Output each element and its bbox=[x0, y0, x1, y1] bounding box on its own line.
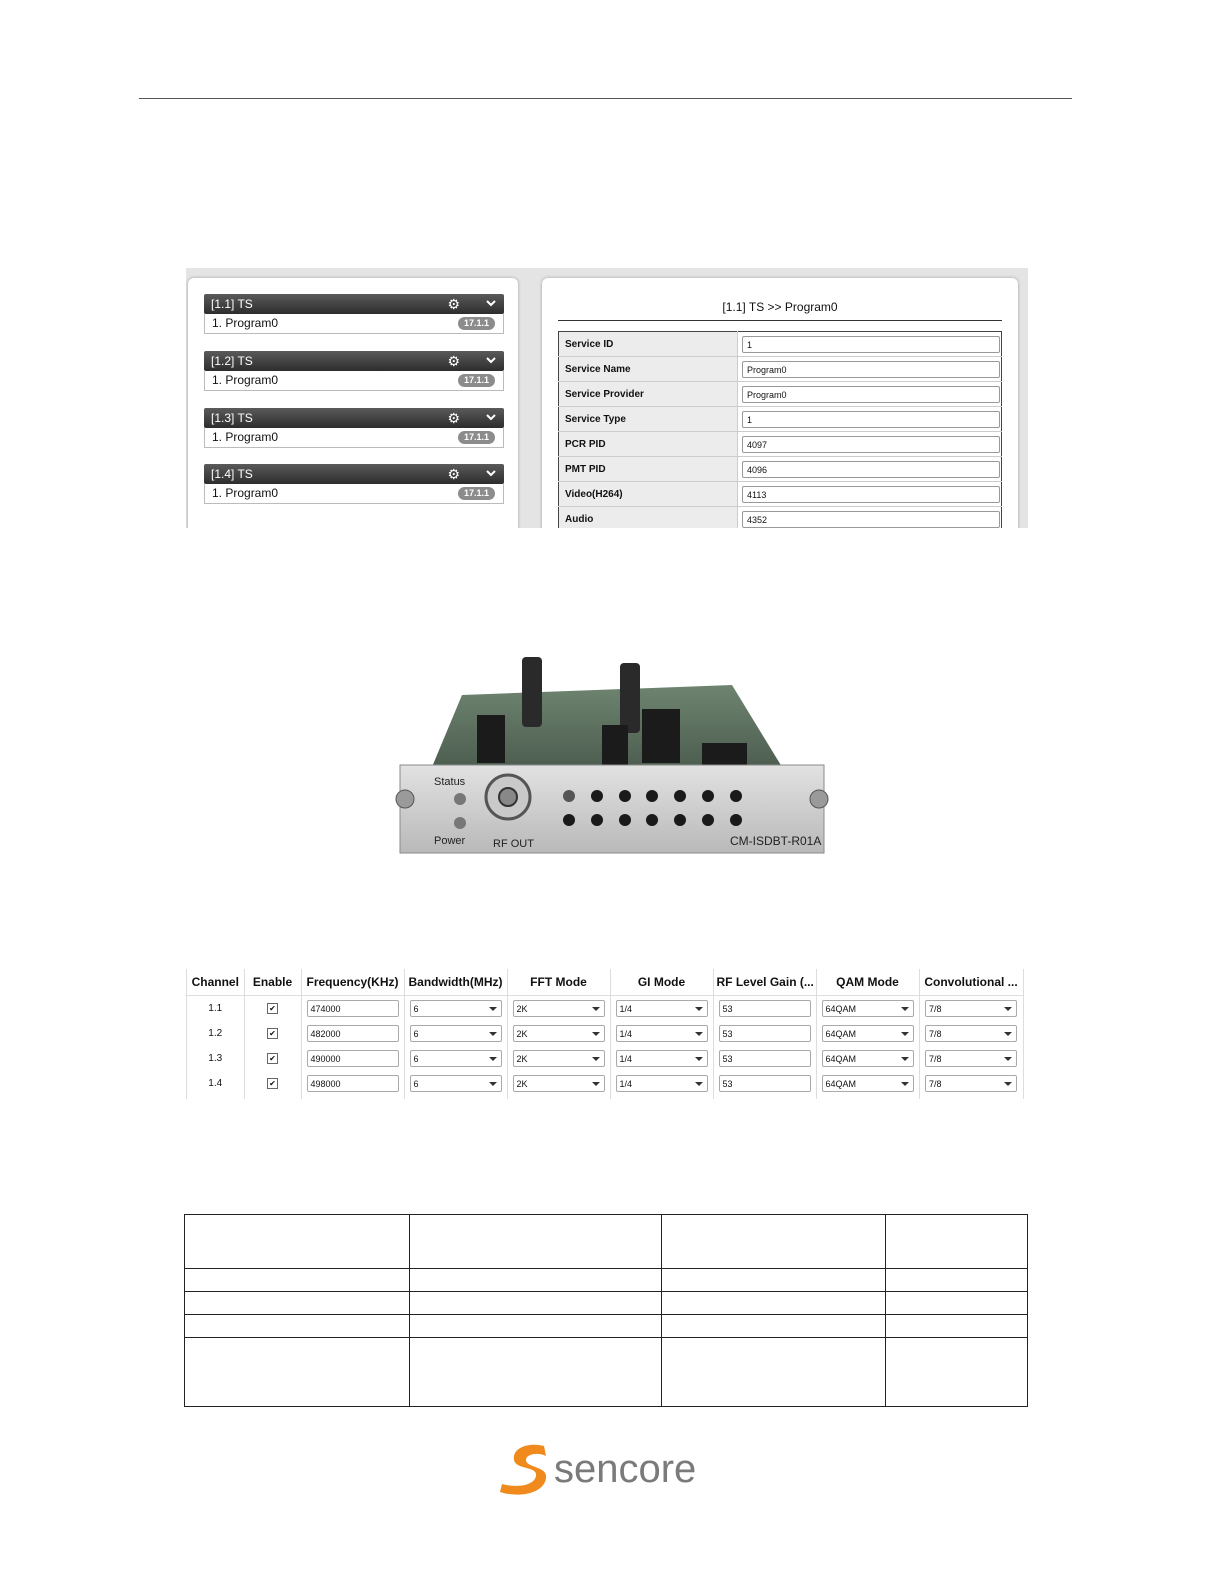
header-rule bbox=[139, 98, 1072, 99]
column-header[interactable]: Enable bbox=[244, 969, 301, 996]
channel-cell: 1.2 bbox=[187, 1021, 244, 1046]
table-header-row bbox=[187, 969, 1023, 996]
rf-out-label: RF OUT bbox=[493, 838, 534, 850]
column-header[interactable]: QAM Mode bbox=[816, 969, 919, 996]
fft-mode-select[interactable]: 2K bbox=[513, 1050, 605, 1067]
program-item[interactable] bbox=[204, 484, 504, 504]
column-header[interactable]: Frequency(KHz) bbox=[301, 969, 404, 996]
gear-icon[interactable]: ⚙ bbox=[447, 296, 460, 312]
channel-cell: 1.4 bbox=[187, 1071, 244, 1096]
program-detail-panel bbox=[542, 278, 1018, 528]
channel-cell: 1.1 bbox=[187, 996, 244, 1022]
enable-checkbox[interactable]: ✔ bbox=[267, 1078, 278, 1089]
bandwidth-select[interactable]: 6 bbox=[410, 1050, 502, 1067]
program-label: 1. Program0 bbox=[212, 430, 279, 444]
pmt-pid-input[interactable]: 4096 bbox=[742, 461, 1000, 478]
program-badge: 17.1.1 bbox=[458, 487, 495, 500]
frequency-input[interactable]: 498000 bbox=[307, 1075, 399, 1092]
program-item[interactable] bbox=[204, 314, 504, 334]
table-row-partial bbox=[187, 1096, 1023, 1099]
gear-icon[interactable]: ⚙ bbox=[447, 466, 460, 482]
gear-icon[interactable]: ⚙ bbox=[447, 353, 460, 369]
frequency-input[interactable]: 474000 bbox=[307, 1000, 399, 1017]
program-badge: 17.1.1 bbox=[458, 317, 495, 330]
gear-icon[interactable]: ⚙ bbox=[447, 410, 460, 426]
chevron-down-icon[interactable] bbox=[486, 468, 496, 478]
bandwidth-select[interactable]: 6 bbox=[410, 1075, 502, 1092]
qam-mode-select[interactable]: 64QAM bbox=[822, 1025, 914, 1042]
ts-title: [1.4] TS bbox=[211, 467, 253, 481]
logo-text: sencore bbox=[554, 1447, 697, 1491]
model-label: CM-ISDBT-R01A bbox=[730, 834, 822, 848]
field-row bbox=[559, 357, 1002, 382]
column-header[interactable]: Convolutional ... bbox=[919, 969, 1023, 996]
table-row bbox=[187, 1046, 1023, 1071]
audio-pid-input[interactable]: 4352 bbox=[742, 511, 1000, 528]
pcr-pid-input[interactable]: 4097 bbox=[742, 436, 1000, 453]
divider bbox=[558, 320, 1002, 321]
logo-s-mark bbox=[500, 1445, 546, 1495]
rf-level-input[interactable]: 53 bbox=[719, 1025, 811, 1042]
field-row bbox=[559, 482, 1002, 507]
program-badge: 17.1.1 bbox=[458, 431, 495, 444]
program-item[interactable] bbox=[204, 371, 504, 391]
spec-table bbox=[184, 1214, 1028, 1407]
table-row bbox=[187, 996, 1023, 1022]
program-detail-title: [1.1] TS >> Program0 bbox=[722, 300, 838, 314]
ts-title: [1.2] TS bbox=[211, 354, 253, 368]
rf-level-input[interactable]: 53 bbox=[719, 1050, 811, 1067]
ts-header[interactable] bbox=[204, 351, 504, 371]
field-row bbox=[559, 432, 1002, 457]
field-label: Video(H264) bbox=[559, 482, 738, 507]
field-row bbox=[559, 407, 1002, 432]
ts-list-panel bbox=[188, 278, 518, 528]
field-label: Service Provider bbox=[559, 382, 738, 407]
convolutional-select[interactable]: 7/8 bbox=[925, 1000, 1017, 1017]
program-label: 1. Program0 bbox=[212, 316, 279, 330]
chevron-down-icon[interactable] bbox=[486, 355, 496, 365]
rf-level-input[interactable]: 53 bbox=[719, 1000, 811, 1017]
spec-header-row bbox=[185, 1215, 1028, 1269]
gi-mode-select[interactable]: 1/4 bbox=[616, 1025, 708, 1042]
table-row bbox=[187, 1071, 1023, 1096]
ts-title: [1.3] TS bbox=[211, 411, 253, 425]
qam-mode-select[interactable]: 64QAM bbox=[822, 1050, 914, 1067]
ts-group[interactable] bbox=[204, 294, 504, 334]
ts-group[interactable] bbox=[204, 408, 504, 448]
field-row bbox=[559, 457, 1002, 482]
ts-header[interactable] bbox=[204, 408, 504, 428]
ts-header[interactable] bbox=[204, 464, 504, 484]
ts-group[interactable] bbox=[204, 464, 504, 504]
ts-title: [1.1] TS bbox=[211, 297, 253, 311]
power-label: Power bbox=[434, 835, 466, 847]
rf-level-input[interactable]: 53 bbox=[719, 1075, 811, 1092]
ts-program-screenshot bbox=[186, 268, 1028, 528]
field-row bbox=[559, 507, 1002, 529]
table-row bbox=[185, 1315, 1028, 1338]
enable-checkbox[interactable]: ✔ bbox=[267, 1028, 278, 1039]
program-fields-table bbox=[558, 331, 1002, 528]
column-header[interactable]: Bandwidth(MHz) bbox=[404, 969, 507, 996]
enable-checkbox[interactable]: ✔ bbox=[267, 1053, 278, 1064]
fft-mode-select[interactable]: 2K bbox=[513, 1000, 605, 1017]
field-label: Service Name bbox=[559, 357, 738, 382]
ts-group[interactable] bbox=[204, 351, 504, 391]
isdbt-module-photo bbox=[392, 655, 832, 855]
column-header[interactable]: Channel bbox=[187, 969, 244, 996]
qam-mode-select[interactable]: 64QAM bbox=[822, 1075, 914, 1092]
chevron-down-icon[interactable] bbox=[486, 412, 496, 422]
field-label: Service ID bbox=[559, 332, 738, 357]
table-row bbox=[185, 1292, 1028, 1315]
gi-mode-select[interactable]: 1/4 bbox=[616, 1000, 708, 1017]
program-item[interactable] bbox=[204, 428, 504, 448]
ts-header[interactable] bbox=[204, 294, 504, 314]
program-label: 1. Program0 bbox=[212, 373, 279, 387]
fft-mode-select[interactable]: 2K bbox=[513, 1025, 605, 1042]
frequency-input[interactable]: 482000 bbox=[307, 1025, 399, 1042]
bandwidth-select[interactable]: 6 bbox=[410, 1000, 502, 1017]
convolutional-select[interactable]: 7/8 bbox=[925, 1075, 1017, 1092]
service-id-input[interactable]: 1 bbox=[742, 336, 1000, 353]
column-header[interactable]: FFT Mode bbox=[507, 969, 610, 996]
program-badge: 17.1.1 bbox=[458, 374, 495, 387]
table-row bbox=[185, 1269, 1028, 1292]
field-label: PCR PID bbox=[559, 432, 738, 457]
table-row bbox=[185, 1338, 1028, 1407]
channel-table bbox=[187, 969, 1024, 1099]
convolutional-select[interactable]: 7/8 bbox=[925, 1025, 1017, 1042]
convolutional-select[interactable]: 7/8 bbox=[925, 1050, 1017, 1067]
table-row bbox=[187, 1021, 1023, 1046]
bandwidth-select[interactable]: 6 bbox=[410, 1025, 502, 1042]
sencore-logo bbox=[498, 1440, 718, 1500]
field-row bbox=[559, 332, 1002, 357]
field-row bbox=[559, 382, 1002, 407]
program-label: 1. Program0 bbox=[212, 486, 279, 500]
enable-checkbox[interactable]: ✔ bbox=[267, 1003, 278, 1014]
field-label: PMT PID bbox=[559, 457, 738, 482]
qam-mode-select[interactable]: 64QAM bbox=[822, 1000, 914, 1017]
field-label: Audio bbox=[559, 507, 738, 529]
video-pid-input[interactable]: 4113 bbox=[742, 486, 1000, 503]
chevron-down-icon[interactable] bbox=[486, 298, 496, 308]
column-header[interactable]: GI Mode bbox=[610, 969, 713, 996]
status-label: Status bbox=[434, 776, 466, 788]
service-type-input[interactable]: 1 bbox=[742, 411, 1000, 428]
channel-grid-screenshot bbox=[186, 969, 1024, 1099]
fft-mode-select[interactable]: 2K bbox=[513, 1075, 605, 1092]
field-label: Service Type bbox=[559, 407, 738, 432]
frequency-input[interactable]: 490000 bbox=[307, 1050, 399, 1067]
gi-mode-select[interactable]: 1/4 bbox=[616, 1050, 708, 1067]
gi-mode-select[interactable]: 1/4 bbox=[616, 1075, 708, 1092]
service-provider-input[interactable]: Program0 bbox=[742, 386, 1000, 403]
column-header[interactable]: RF Level Gain (... bbox=[713, 969, 816, 996]
service-name-input[interactable]: Program0 bbox=[742, 361, 1000, 378]
channel-cell: 1.3 bbox=[187, 1046, 244, 1071]
